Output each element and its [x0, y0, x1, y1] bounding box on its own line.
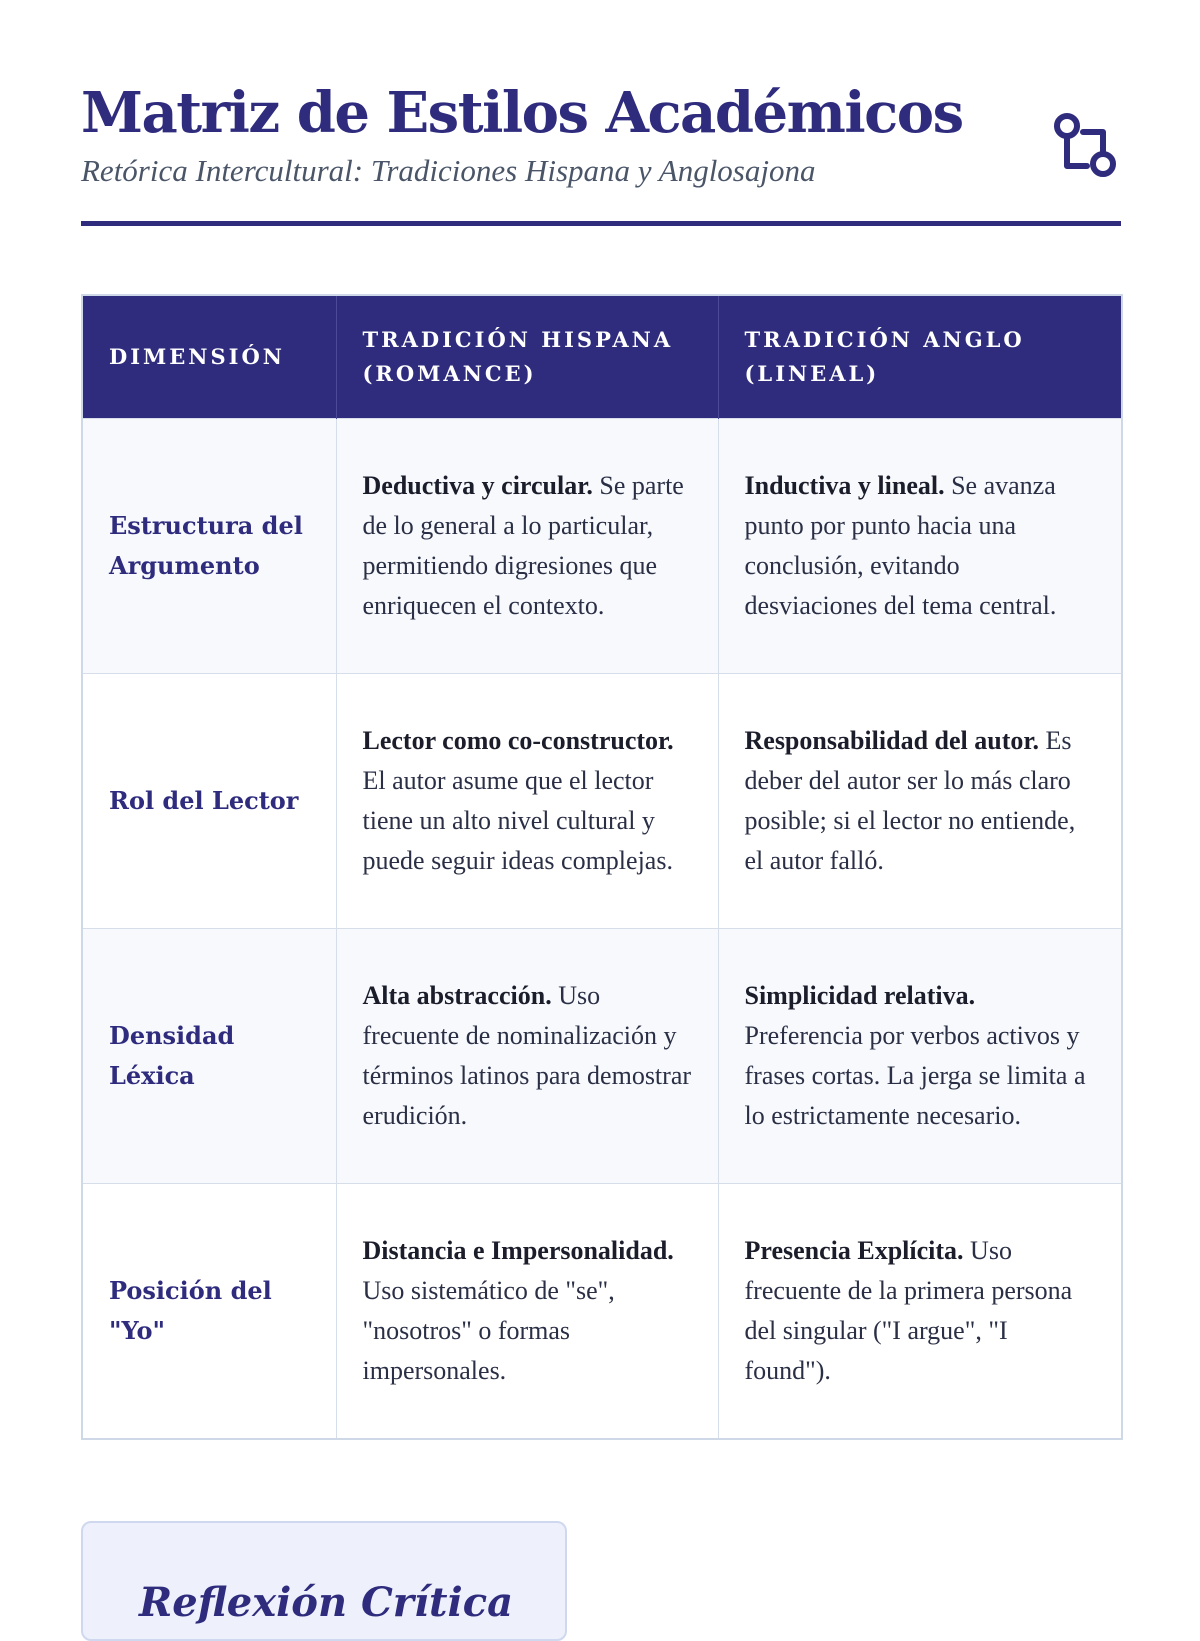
- hispana-lead: Lector como co-constructor.: [362, 726, 674, 755]
- hispana-lead: Deductiva y circular.: [362, 471, 593, 500]
- page: [81, 0, 1121, 1626]
- hispana-text: El autor asume que el lector tiene un alto nivel cultural y puede seguir ideas complejas.: [362, 766, 673, 875]
- anglo-lead: Simplicidad relativa.: [744, 981, 976, 1010]
- hispana-lead: Alta abstracción.: [362, 981, 552, 1010]
- column-header-anglo: TRADICIÓN ANGLO (LINEAL): [718, 295, 1122, 419]
- column-header-dimension: DIMENSIÓN: [82, 295, 336, 419]
- table-header-row: [82, 295, 1122, 419]
- page-subtitle: Retórica Intercultural: Tradiciones Hispana y Anglosajona: [81, 153, 816, 188]
- hispana-cell: [336, 929, 718, 1184]
- anglo-cell: [718, 929, 1122, 1184]
- dimension-cell: Posición del "Yo": [82, 1184, 336, 1440]
- page-header: [81, 0, 1121, 226]
- reflection-title: Reflexión Crítica: [139, 1579, 514, 1626]
- table-row: [82, 674, 1122, 929]
- hispana-cell: [336, 1184, 718, 1440]
- table-row: [82, 1184, 1122, 1440]
- table-row: [82, 419, 1122, 674]
- anglo-lead: Presencia Explícita.: [744, 1236, 964, 1265]
- hispana-text: Uso frecuente de nominalización y términos latinos para demostrar erudición.: [362, 981, 692, 1130]
- git-compare-icon: [1049, 110, 1121, 182]
- anglo-lead: Responsabilidad del autor.: [744, 726, 1040, 755]
- styles-matrix-table: [81, 294, 1123, 1440]
- anglo-text: Se avanza punto por punto hacia una conclusión, evitando desviaciones del tema central.: [744, 471, 1057, 620]
- hispana-text: Uso sistemático de "se", "nosotros" o formas impersonales.: [362, 1276, 615, 1385]
- hispana-text: Se parte de lo general a lo particular, permitiendo digresiones que enriquecen el contexto.: [362, 471, 684, 620]
- anglo-text: Es deber del autor ser lo más claro posible; si el lector no entiende, el autor falló.: [744, 726, 1076, 875]
- dimension-cell: Rol del Lector: [82, 674, 336, 929]
- anglo-lead: Inductiva y lineal.: [744, 471, 945, 500]
- page-title: Matriz de Estilos Académicos: [81, 80, 963, 146]
- reflection-callout: [81, 1521, 567, 1641]
- anglo-cell: [718, 674, 1122, 929]
- anglo-cell: [718, 419, 1122, 674]
- dimension-cell: Densidad Léxica: [82, 929, 336, 1184]
- table-row: [82, 929, 1122, 1184]
- anglo-text: Uso frecuente de la primera persona del singular ("I argue", "I found").: [744, 1236, 1073, 1385]
- hispana-cell: [336, 674, 718, 929]
- column-header-hispana: TRADICIÓN HISPANA (ROMANCE): [336, 295, 718, 419]
- anglo-cell: [718, 1184, 1122, 1440]
- hispana-lead: Distancia e Impersonalidad.: [362, 1236, 674, 1265]
- hispana-cell: [336, 419, 718, 674]
- dimension-cell: Estructura del Argumento: [82, 419, 336, 674]
- anglo-text: Preferencia por verbos activos y frases cortas. La jerga se limita a lo estrictamente necesario.: [744, 1021, 1086, 1130]
